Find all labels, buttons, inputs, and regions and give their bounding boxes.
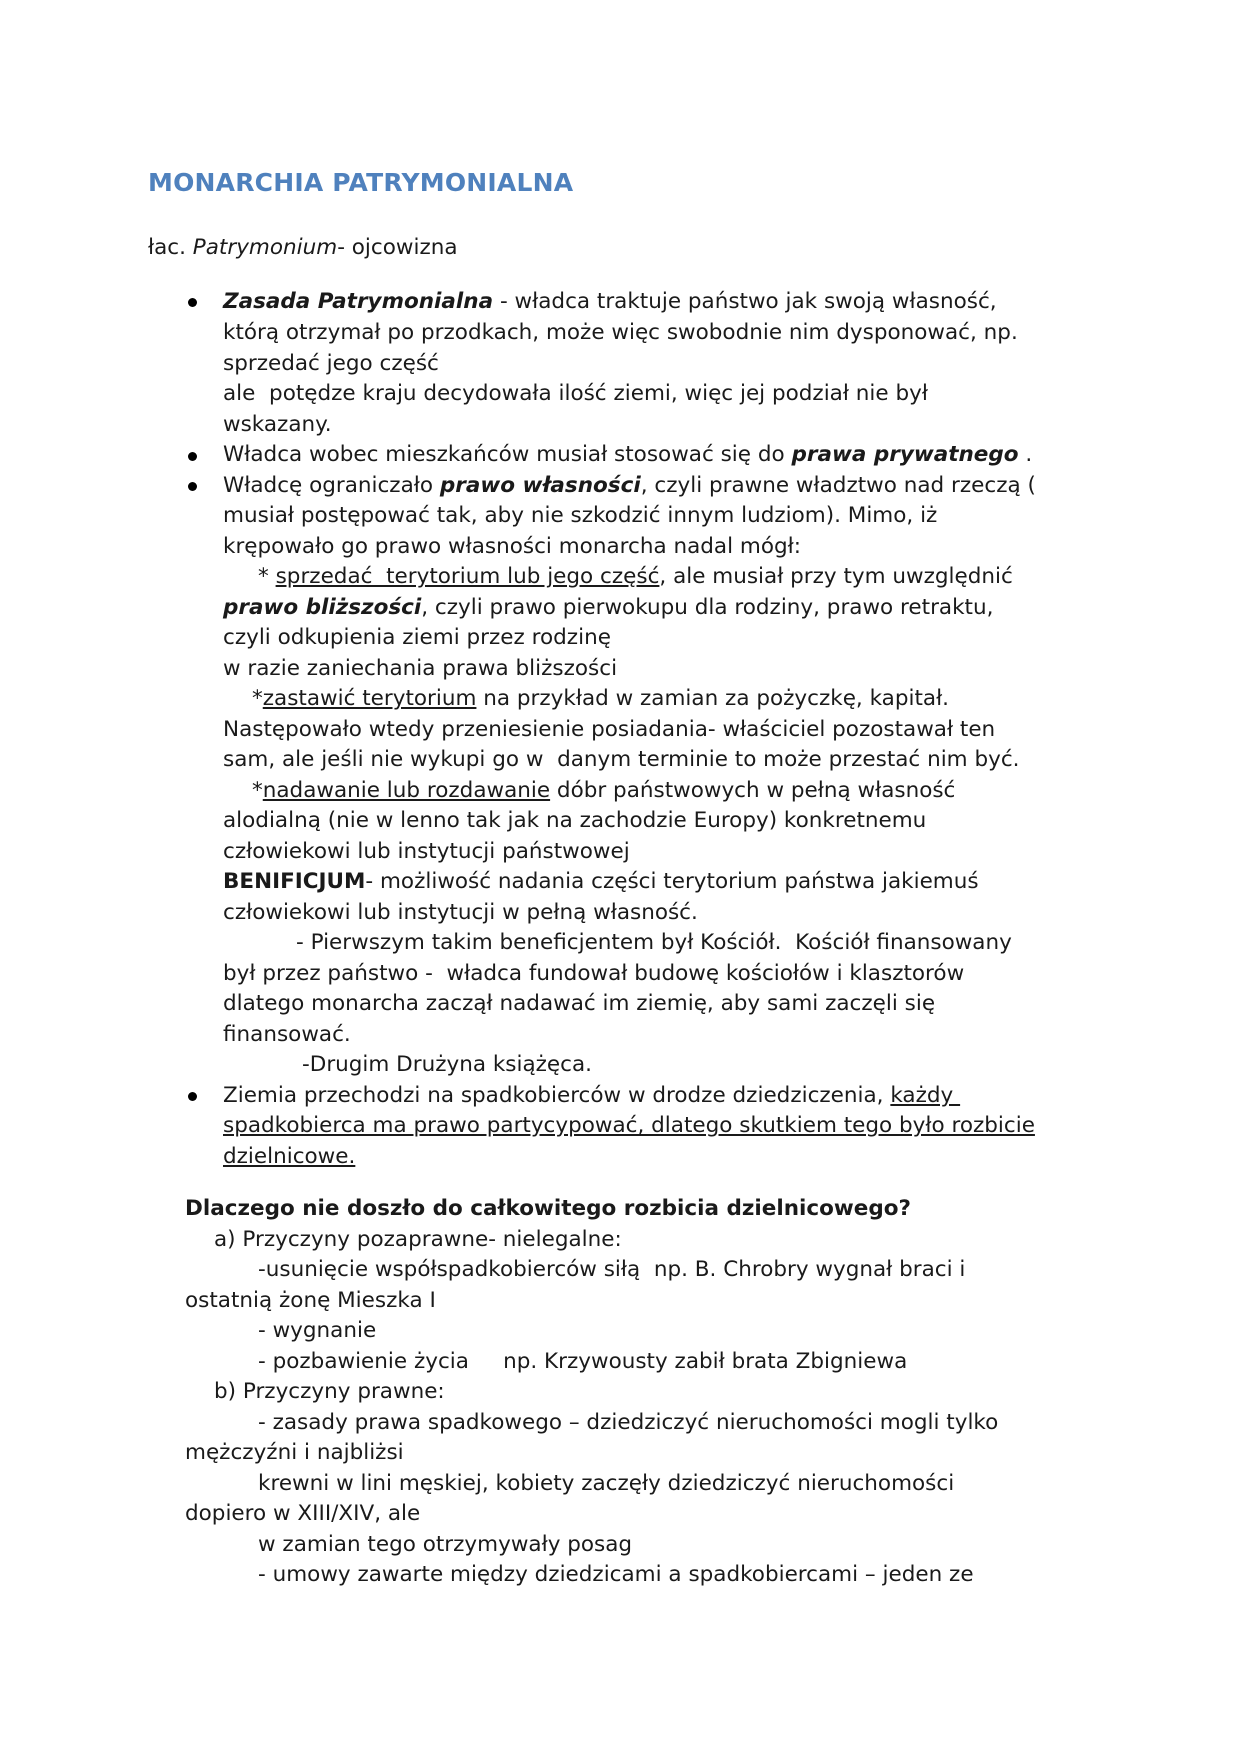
text-line: krewni w lini męskiej, kobiety zaczęły dziedziczyć nieruchomości — [258, 1471, 955, 1496]
text: na przykład w zamian za pożyczkę, kapitał. — [476, 686, 950, 711]
bullet-2-line — [223, 440, 1032, 470]
text-line: wskazany. — [223, 412, 332, 437]
text-line: mężczyźni i najbliżsi — [185, 1440, 404, 1465]
text-line: człowiekowi lub instytucji w pełną własność. — [223, 900, 698, 925]
text-line: sam, ale jeśli nie wykupi go w danym terminie to może przestać nim być. — [223, 747, 1020, 772]
text-line: - wygnanie — [258, 1318, 377, 1343]
bullet-3-term: prawo własności — [439, 473, 641, 498]
text: dóbr państwowych w pełną własność — [550, 778, 956, 803]
bullet-dot — [188, 298, 197, 307]
etymology-line — [148, 233, 458, 263]
bullet-2-term: prawa prywatnego — [791, 442, 1019, 467]
text-line: - pozbawienie życia np. Krzywousty zabił brata Zbigniewa — [258, 1349, 908, 1374]
benificjum-line — [223, 867, 979, 897]
underlined-line: dzielnicowe. — [223, 1144, 356, 1169]
text: , czyli prawne władztwo nad rzeczą ( — [640, 473, 1036, 498]
text-line: alodialną (nie w lenno tak jak na zachodzie Europy) konkretnemu — [223, 808, 927, 833]
text-line: musiał postępować tak, aby nie szkodzić innym ludziom). Mimo, iż — [223, 503, 938, 528]
text-line: finansować. — [223, 1022, 351, 1047]
text-line — [223, 593, 993, 623]
term-benificjum: BENIFICJUM — [223, 869, 366, 894]
bullet-dot — [188, 482, 197, 491]
text-line: - zasady prawa spadkowego – dziedziczyć nieruchomości mogli tylko — [258, 1410, 999, 1435]
text-line: człowiekowi lub instytucji państwowej — [223, 839, 630, 864]
star: * — [252, 686, 263, 711]
bullet-3-line — [223, 471, 1036, 501]
text: Ziemia przechodzi na spadkobierców w drodze dziedziczenia, — [223, 1083, 891, 1108]
text: . — [1018, 442, 1033, 467]
text-line: dlatego monarcha zaczął nadawać im ziemię, aby sami zaczęli się — [223, 991, 936, 1016]
sub-item-pledge — [252, 684, 949, 714]
text-line: którą otrzymał po przodkach, może więc swobodnie nim dysponować, np. — [223, 320, 1018, 345]
sub-item-grant — [252, 776, 955, 806]
text-line: Następowało wtedy przeniesienie posiadania- właściciel pozostawał ten — [223, 717, 996, 742]
text-line: krępowało go prawo własności monarcha nadal mógł: — [223, 534, 801, 559]
underlined-text: sprzedać terytorium lub jego część — [275, 564, 660, 589]
term-prawo-blizszosci: prawo bliższości — [223, 595, 422, 620]
text-line: ale potędze kraju decydowała ilość ziemi, więc jej podział nie był — [223, 381, 928, 406]
etymology-term: Patrymonium — [192, 235, 338, 260]
underlined-text: każdy — [890, 1083, 961, 1108]
bullet-1-term: Zasada Patrymonialna — [223, 289, 494, 314]
text-line: - Pierwszym takim beneficjentem był Kościół. Kościół finansowany — [296, 930, 1012, 955]
text-line: był przez państwo - władca fundował budowę kościołów i klasztorów — [223, 961, 965, 986]
underlined-text: nadawanie lub rozdawanie — [262, 778, 551, 803]
text-line: -usunięcie współspadkobierców siłą np. B. Chrobry wygnał braci i — [258, 1257, 966, 1282]
text-line: w razie zaniechania prawa bliższości — [223, 656, 618, 681]
text-line: b) Przyczyny prawne: — [214, 1379, 445, 1404]
text: , czyli prawo pierwokupu dla rodziny, prawo retraktu, — [421, 595, 994, 620]
etymology-prefix: łac. — [148, 235, 193, 260]
text-line: a) Przyczyny pozaprawne- nielegalne: — [214, 1227, 622, 1252]
text-line: dopiero w XIII/XIV, ale — [185, 1501, 421, 1526]
underlined-line: spadkobierca ma prawo partycypować, dlatego skutkiem tego było rozbicie — [223, 1113, 1035, 1138]
bullet-4-line — [223, 1081, 960, 1111]
section-heading: Dlaczego nie doszło do całkowitego rozbicia dzielnicowego? — [185, 1196, 912, 1221]
text-line: -Drugim Drużyna książęca. — [302, 1052, 592, 1077]
text-line: czyli odkupienia ziemi przez rodzinę — [223, 625, 611, 650]
sub-item-sell — [258, 562, 1013, 592]
text: Władcę ograniczało — [223, 473, 440, 498]
text: - możliwość nadania części terytorium państwa jakiemuś — [365, 869, 979, 894]
star: * — [252, 778, 263, 803]
star: * — [258, 564, 276, 589]
text-line: - umowy zawarte między dziedzicami a spadkobiercami – jeden ze — [258, 1562, 974, 1587]
bullet-dot — [188, 1092, 197, 1101]
etymology-rest: - ojcowizna — [337, 235, 458, 260]
bullet-1-line — [223, 287, 997, 317]
text-line: w zamian tego otrzymywały posag — [258, 1532, 633, 1557]
underlined-text: zastawić terytorium — [262, 686, 477, 711]
text-line: ostatnią żonę Mieszka I — [185, 1288, 436, 1313]
text: , ale musiał przy tym uwzględnić — [659, 564, 1013, 589]
page-title: MONARCHIA PATRYMONIALNA — [148, 168, 574, 197]
bullet-dot — [188, 452, 197, 461]
text: Władca wobec mieszkańców musiał stosować się do — [223, 442, 792, 467]
text: - władca traktuje państwo jak swoją własność, — [493, 289, 997, 314]
text-line: sprzedać jego część — [223, 351, 439, 376]
